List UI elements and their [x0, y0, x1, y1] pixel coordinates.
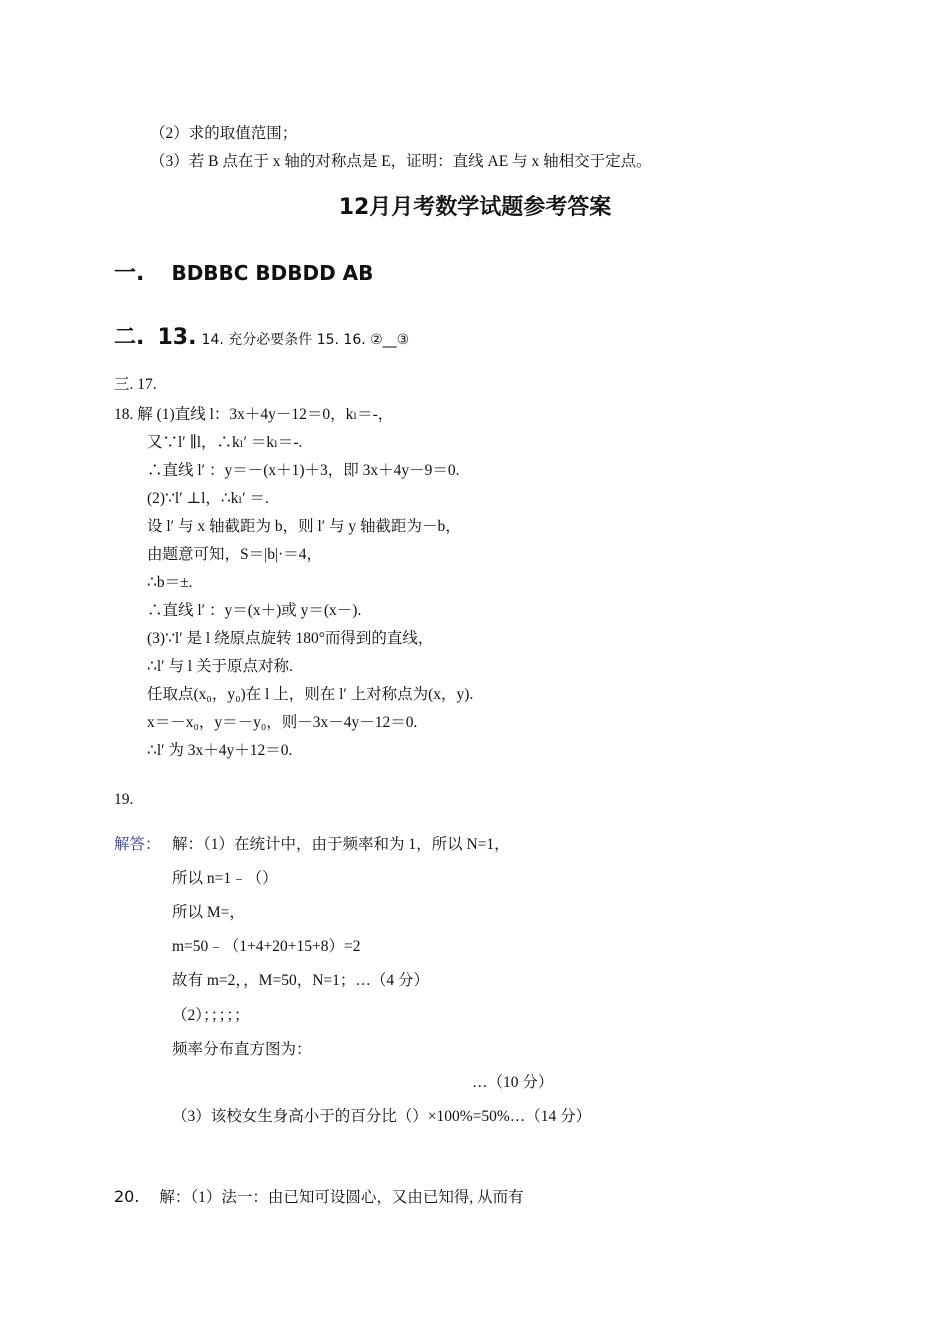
q18-line: ∴l′ 为 3x＋4y＋12＝0.: [147, 742, 293, 759]
section-choice-answers: [114, 256, 373, 287]
choice-answers: BDBBC BDBDD AB: [171, 261, 374, 285]
q19-line: （2）；；；；；: [172, 1007, 250, 1024]
q19-line: 所以 n=1﹣（）: [172, 870, 278, 887]
question-part-2: （2）求的取值范围；: [150, 125, 298, 142]
q20-text: 解：（1）法一：由已知可设圆心，又由已知得, 从而有: [159, 1189, 524, 1206]
q18-line: x＝－x₀，y＝－y₀，则－3x－4y－12＝0.: [147, 714, 418, 731]
q19-part-3: （3）该校女生身高小于的百分比（）×100%=50%…（14 分）: [172, 1108, 592, 1125]
q18-line: 任取点(x₀，y₀)在 l 上，则在 l′ 上对称点为(x，y).: [147, 686, 474, 703]
q19-line: 所以 M=，: [172, 904, 245, 921]
q18-line: ∴l′ 与 l 关于原点对称.: [147, 658, 293, 675]
q18-first-line: 18. 解 (1)直线 l：3x＋4y－12＝0，kₗ＝-，: [114, 406, 394, 423]
q18-line: 设 l′ 与 x 轴截距为 b，则 l′ 与 y 轴截距为－b，: [147, 518, 461, 535]
q18-line: ∴b＝±.: [147, 574, 193, 591]
q20-number: 20.: [114, 1187, 140, 1206]
q19-line: 频率分布直方图为：: [172, 1041, 312, 1058]
q18-line: (3)∵l′ 是 l 绕原点旋转 180°而得到的直线，: [147, 630, 434, 647]
section-number: 二.: [114, 325, 145, 350]
q18-line: ∴直线 l′ ：y＝－(x＋1)＋3，即 3x＋4y－9＝0.: [147, 462, 460, 479]
q19-first-line: 解：（1）在统计中，由于频率和为 1，所以 N=1，: [172, 836, 510, 853]
question-13: 13.: [157, 325, 197, 350]
q19-answer-label: 解答：: [114, 836, 161, 853]
section-fill-answers: [114, 320, 409, 351]
q19-number: 19.: [114, 791, 134, 808]
q18-line: 由题意可知，S＝|b|·＝4，: [147, 546, 322, 563]
q20-line: [114, 1187, 524, 1208]
q18-line: ∴直线 l′ ：y＝(x＋)或 y＝(x－).: [147, 602, 362, 619]
page-title: 12月月考数学试题参考答案: [338, 195, 612, 220]
q19-line: 故有 m=2，，M=50，N=1；…（4 分）: [172, 972, 430, 989]
q19-score-10: …（10 分）: [472, 1074, 554, 1091]
section-number: 一.: [114, 261, 145, 286]
question-part-3: （3）若 B 点在于 x 轴的对称点是 E，证明：直线 AE 与 x 轴相交于定点。: [150, 153, 652, 170]
q18-line: (2)∵l′ ⊥l，∴kₗ′ ＝.: [147, 490, 269, 507]
q18-line: 又∵l′ ∥l，∴kₗ′ ＝kₗ＝-.: [147, 434, 303, 451]
section-3-heading: 三. 17.: [114, 376, 157, 393]
q19-line: m=50﹣（1+4+20+15+8）=2: [172, 938, 361, 955]
fill-answers: 14. 充分必要条件 15. 16. ②__③: [201, 332, 410, 348]
